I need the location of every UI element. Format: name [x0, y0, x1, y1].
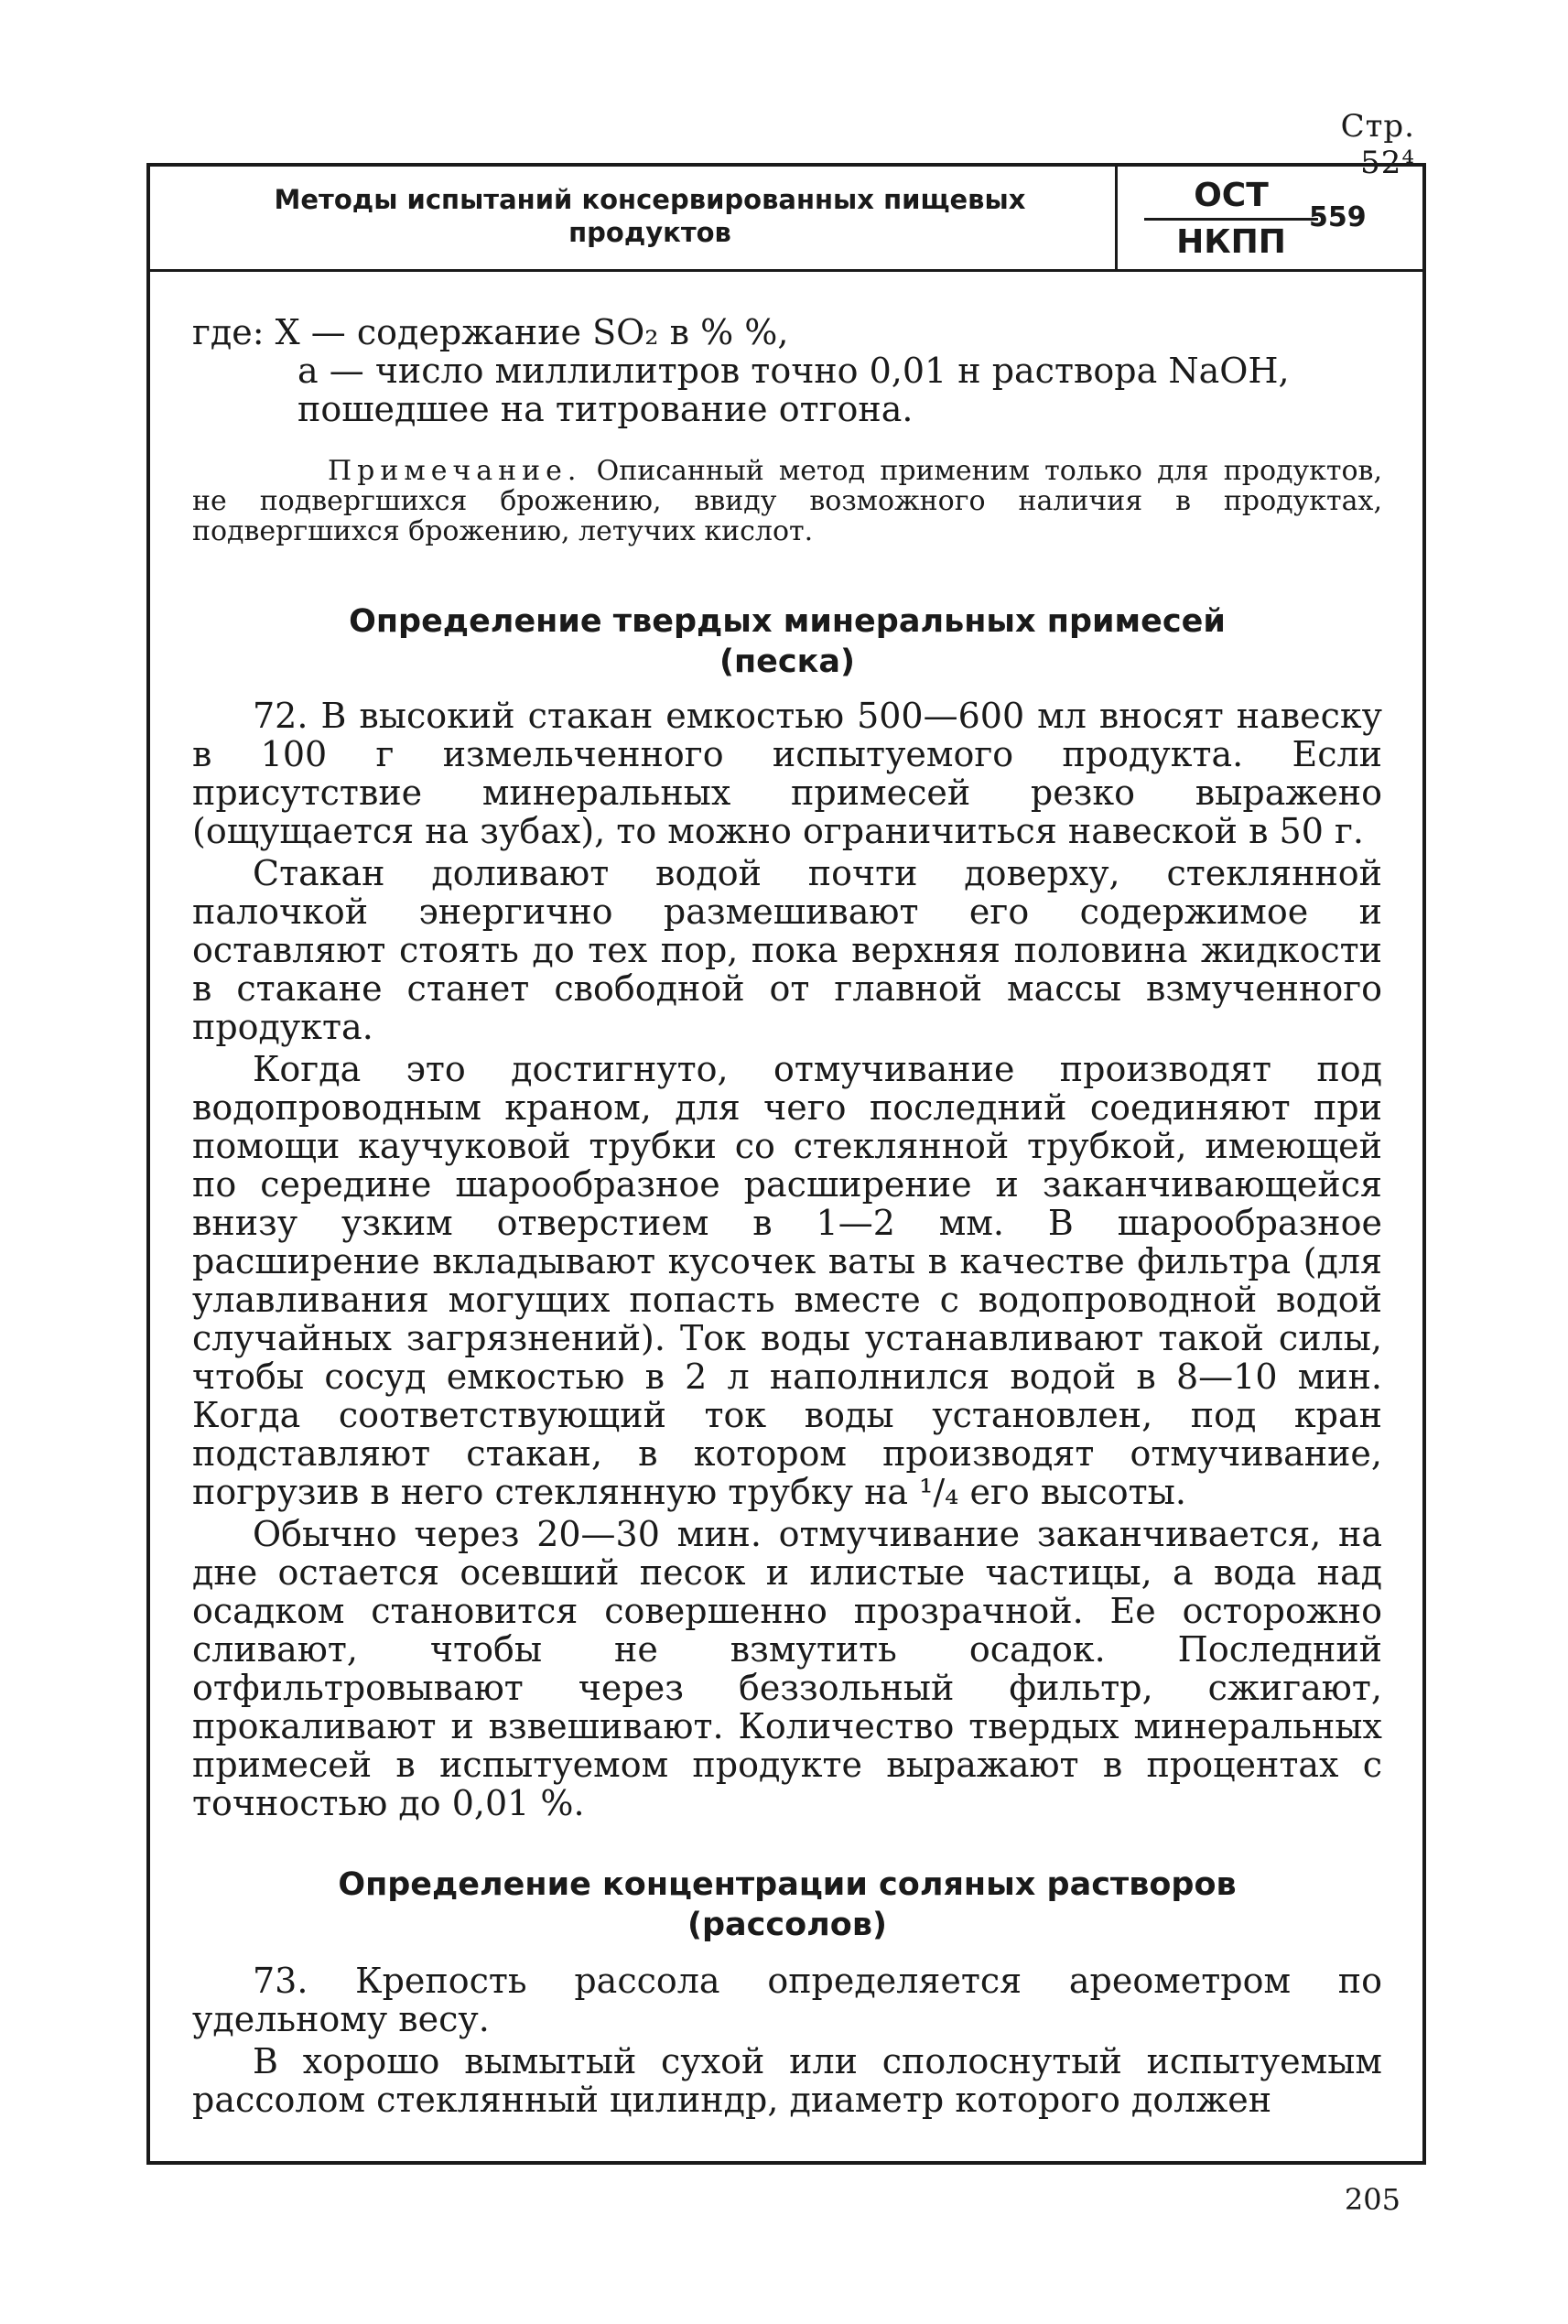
page-number: 205: [1344, 2182, 1400, 2217]
section-heading-brine: [192, 1865, 1382, 1945]
section-heading-brine-line2: (рассолов): [687, 1907, 888, 1943]
header-bottom-rule: [150, 269, 1422, 272]
definition-line-a-cont: пошедшее на титрование отгона.: [297, 389, 914, 429]
header-divider: [1115, 167, 1118, 269]
definition-line-a: a — число миллилитров точно 0,01 н раствора NaOH,: [297, 351, 1290, 391]
paragraph-result: Обычно через 20—30 мин. отмучивание заканчивается, на дне остается осевший песок и илистые частицы, а вода над осадком становится совершенно прозрачной. Ее осторожно сливают, чтобы не взмутить осадок. Последний отфильтровывают через беззольный фильтр, сжигают, прокаливают и взвешивают. Количество твердых минеральных примесей в испытуемом продукте выражают в процентах с точностью до 0,01 %.: [192, 1514, 1382, 1823]
standard-designation: [1144, 176, 1318, 263]
standard-number: 559: [1309, 201, 1367, 233]
standard-org: НКПП: [1176, 223, 1286, 261]
header-title: Методы испытаний консервированных пищевых продуктов: [274, 184, 1026, 248]
frame-left-rule: [146, 163, 150, 2161]
section-heading-brine-line1: Определение концентрации соляных растворов: [338, 1866, 1237, 1903]
section-heading-sand: [192, 601, 1382, 682]
page-content: [192, 313, 1382, 2119]
paragraph-stirring: Стакан доливают водой почти доверху, стеклянной палочкой энергично размешивают его содержимое и оставляют стоять до тех пор, пока верхняя половина жидкости в стакане станет свободной от главной массы взмученного продукта.: [192, 853, 1382, 1047]
note-text: Описанный метод применим только для продуктов, не подвергшихся брожению, ввиду возможного наличия в продуктах, подвергшихся брожению, летучих кислот.: [192, 455, 1382, 547]
note: [192, 456, 1382, 546]
standard-fraction-line: [1144, 218, 1318, 221]
paragraph-elutriation: Когда это достигнуто, отмучивание производят под водопроводным краном, для чего последний соединяют при помощи каучуковой трубки со стеклянной трубкой, имеющей по середине шарообразное расширение и заканчивающейся внизу узким отверстием в 1—2 мм. В шарообразное расширение вкладывают кусочек ваты в качестве фильтра (для улавливания могущих попасть вместе с водопроводной водой случайных загрязнений). Ток воды устанавливают такой силы, чтобы сосуд емкостью в 2 л наполнился водой в 8—10 мин. Когда соответствующий ток воды установлен, под кран подставляют стакан, в котором производят отмучивание, погрузив в него стеклянную трубку на ¹/₄ его высоты.: [192, 1049, 1382, 1512]
frame-right-rule: [1422, 163, 1426, 2161]
paragraph-73: 73. Крепость рассола определяется ареометром по удельному весу.: [192, 1961, 1382, 2039]
page-reference: Стр. 52⁴: [1340, 108, 1415, 181]
definition-line-x: где: X — содержание SO₂ в % %,: [192, 312, 789, 352]
section-heading-sand-line2: (песка): [719, 643, 856, 680]
paragraph-cylinder: В хорошо вымытый сухой или сполоснутый испытуемым рассолом стеклянный цилиндр, диаметр которого должен: [192, 2041, 1382, 2120]
frame-top-rule: [146, 163, 1426, 167]
section-heading-sand-line1: Определение твердых минеральных примесей: [349, 603, 1226, 640]
paragraph-72: 72. В высокий стакан емкостью 500—600 мл вносят навеску в 100 г измельченного испытуемого продукта. Если присутствие минеральных примесей резко выражено (ощущается на зубах), то можно ограничиться навеской в 50 г.: [192, 696, 1382, 851]
standard-code: ОСТ: [1194, 177, 1269, 214]
note-label: Примечание.: [328, 455, 582, 487]
frame-bottom-rule: [146, 2161, 1426, 2165]
